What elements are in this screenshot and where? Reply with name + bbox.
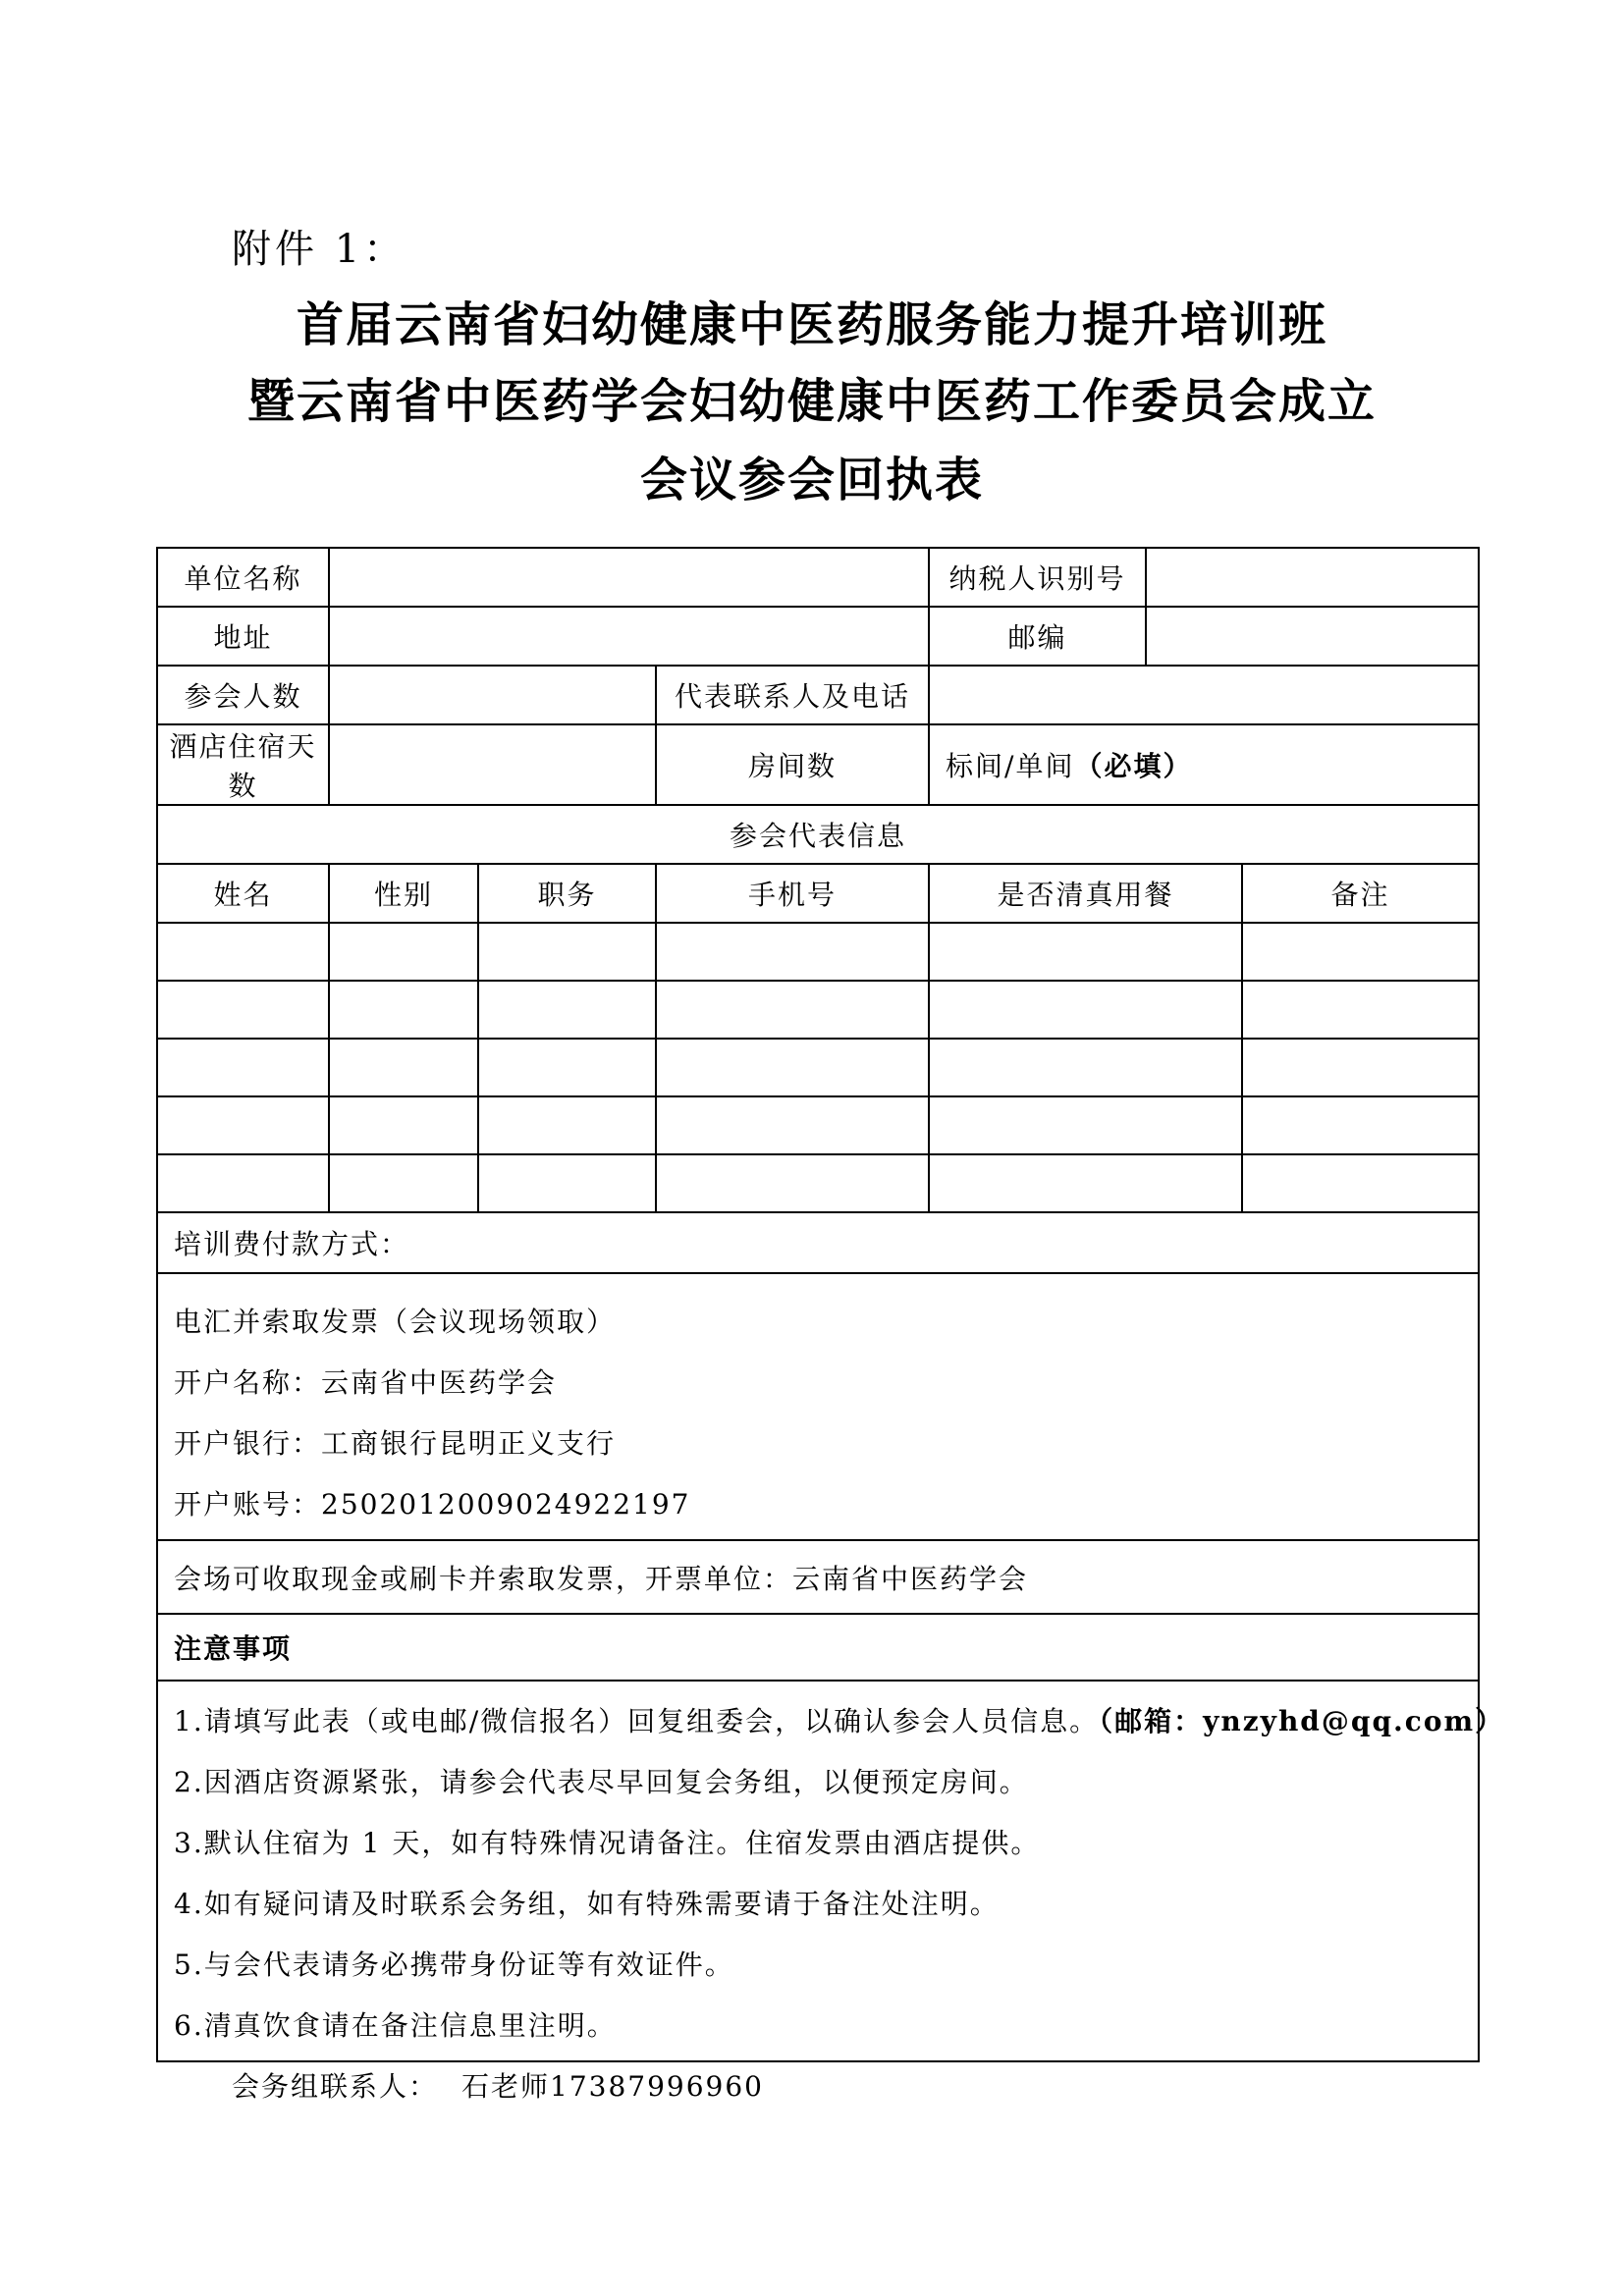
table-row [157, 923, 1479, 981]
cell-name[interactable] [157, 1154, 329, 1212]
column-header-remarks: 备注 [1242, 864, 1479, 923]
cell-name[interactable] [157, 923, 329, 981]
onsite-payment: 会场可收取现金或刷卡并索取发票，开票单位：云南省中医药学会 [157, 1540, 1479, 1614]
title-line-1: 首届云南省妇幼健康中医药服务能力提升培训班 [296, 297, 1327, 352]
attendee-count-field[interactable] [329, 666, 656, 724]
unit-name-label: 单位名称 [157, 548, 329, 607]
cell-name[interactable] [157, 1039, 329, 1096]
payment-line-1: 电汇并索取发票（会议现场领取） [174, 1306, 617, 1338]
note-2: 2.因酒店资源紧张，请参会代表尽早回复会务组，以便预定房间。 [174, 1766, 1029, 1798]
cell-gender[interactable] [329, 1154, 478, 1212]
note-3: 3.默认住宿为 1 天，如有特殊情况请备注。住宿发票由酒店提供。 [174, 1827, 1041, 1859]
cell-position[interactable] [478, 923, 656, 981]
cell-phone[interactable] [656, 923, 929, 981]
room-count-label: 房间数 [656, 724, 929, 805]
cell-halal[interactable] [929, 1039, 1242, 1096]
cell-halal[interactable] [929, 981, 1242, 1039]
table-row [157, 1096, 1479, 1154]
cell-halal[interactable] [929, 923, 1242, 981]
rep-contact-label: 代表联系人及电话 [656, 666, 929, 724]
taxpayer-id-label: 纳税人识别号 [929, 548, 1146, 607]
cell-gender[interactable] [329, 1096, 478, 1154]
title-line-3: 会议参会回执表 [639, 453, 984, 507]
cell-position[interactable] [478, 1039, 656, 1096]
column-header-name: 姓名 [157, 864, 329, 923]
contact-line [232, 2065, 787, 2105]
notes-block [157, 1681, 1505, 2061]
column-header-phone: 手机号 [656, 864, 929, 923]
address-label: 地址 [157, 607, 329, 666]
cell-name[interactable] [157, 981, 329, 1039]
table-row [157, 1154, 1479, 1212]
room-type-required: （必填） [1074, 750, 1193, 782]
note-5: 5.与会代表请务必携带身份证等有效证件。 [174, 1949, 734, 1981]
notes-heading: 注意事项 [157, 1614, 1479, 1681]
column-header-gender: 性别 [329, 864, 478, 923]
cell-remarks[interactable] [1242, 1096, 1479, 1154]
room-type-field[interactable] [929, 724, 1479, 805]
delegate-info-header: 参会代表信息 [157, 805, 1479, 864]
address-field[interactable] [329, 607, 929, 666]
note-6: 6.清真饮食请在备注信息里注明。 [174, 2009, 617, 2042]
cell-remarks[interactable] [1242, 1154, 1479, 1212]
payment-line-3: 开户银行：工商银行昆明正义支行 [174, 1427, 617, 1460]
postcode-label: 邮编 [929, 607, 1146, 666]
cell-position[interactable] [478, 981, 656, 1039]
note-1-email: （邮箱：ynzyhd@qq.com） [1099, 1705, 1505, 1737]
room-type-text: 标间/单间 [946, 750, 1075, 782]
cell-remarks[interactable] [1242, 923, 1479, 981]
registration-form [156, 547, 1505, 2062]
contact-value: 石老师17387996960 [461, 2070, 764, 2103]
cell-position[interactable] [478, 1096, 656, 1154]
payment-details [157, 1273, 1479, 1540]
attendee-count-label: 参会人数 [157, 666, 329, 724]
payment-heading: 培训费付款方式： [157, 1212, 1479, 1273]
hotel-days-field[interactable] [329, 724, 656, 805]
postcode-field[interactable] [1146, 607, 1479, 666]
payment-line-2: 开户名称：云南省中医药学会 [174, 1366, 558, 1399]
hotel-days-label: 酒店住宿天数 [157, 724, 329, 805]
cell-position[interactable] [478, 1154, 656, 1212]
title-line-2: 暨云南省中医药学会妇幼健康中医药工作委员会成立 [246, 374, 1377, 429]
table-row [157, 1039, 1479, 1096]
column-header-position: 职务 [478, 864, 656, 923]
contact-label: 会务组联系人： [232, 2070, 439, 2103]
attachment-label: 附件 1： [232, 227, 407, 272]
cell-phone[interactable] [656, 981, 929, 1039]
cell-remarks[interactable] [1242, 1039, 1479, 1096]
cell-gender[interactable] [329, 981, 478, 1039]
table-row [157, 981, 1479, 1039]
column-header-halal: 是否清真用餐 [929, 864, 1242, 923]
cell-name[interactable] [157, 1096, 329, 1154]
cell-halal[interactable] [929, 1154, 1242, 1212]
note-1-text: 1.请填写此表（或电邮/微信报名）回复组委会，以确认参会人员信息。 [174, 1705, 1100, 1737]
note-1 [174, 1691, 1505, 1752]
cell-gender[interactable] [329, 1039, 478, 1096]
unit-name-field[interactable] [329, 548, 929, 607]
cell-phone[interactable] [656, 1154, 929, 1212]
taxpayer-id-field[interactable] [1146, 548, 1479, 607]
cell-phone[interactable] [656, 1039, 929, 1096]
cell-phone[interactable] [656, 1096, 929, 1154]
payment-line-4: 开户账号：250201200902492219​7 [174, 1488, 691, 1521]
cell-halal[interactable] [929, 1096, 1242, 1154]
note-4: 4.如有疑问请及时联系会务组，如有特殊需要请于备注处注明。 [174, 1888, 1000, 1920]
cell-gender[interactable] [329, 923, 478, 981]
cell-remarks[interactable] [1242, 981, 1479, 1039]
rep-contact-field[interactable] [929, 666, 1479, 724]
